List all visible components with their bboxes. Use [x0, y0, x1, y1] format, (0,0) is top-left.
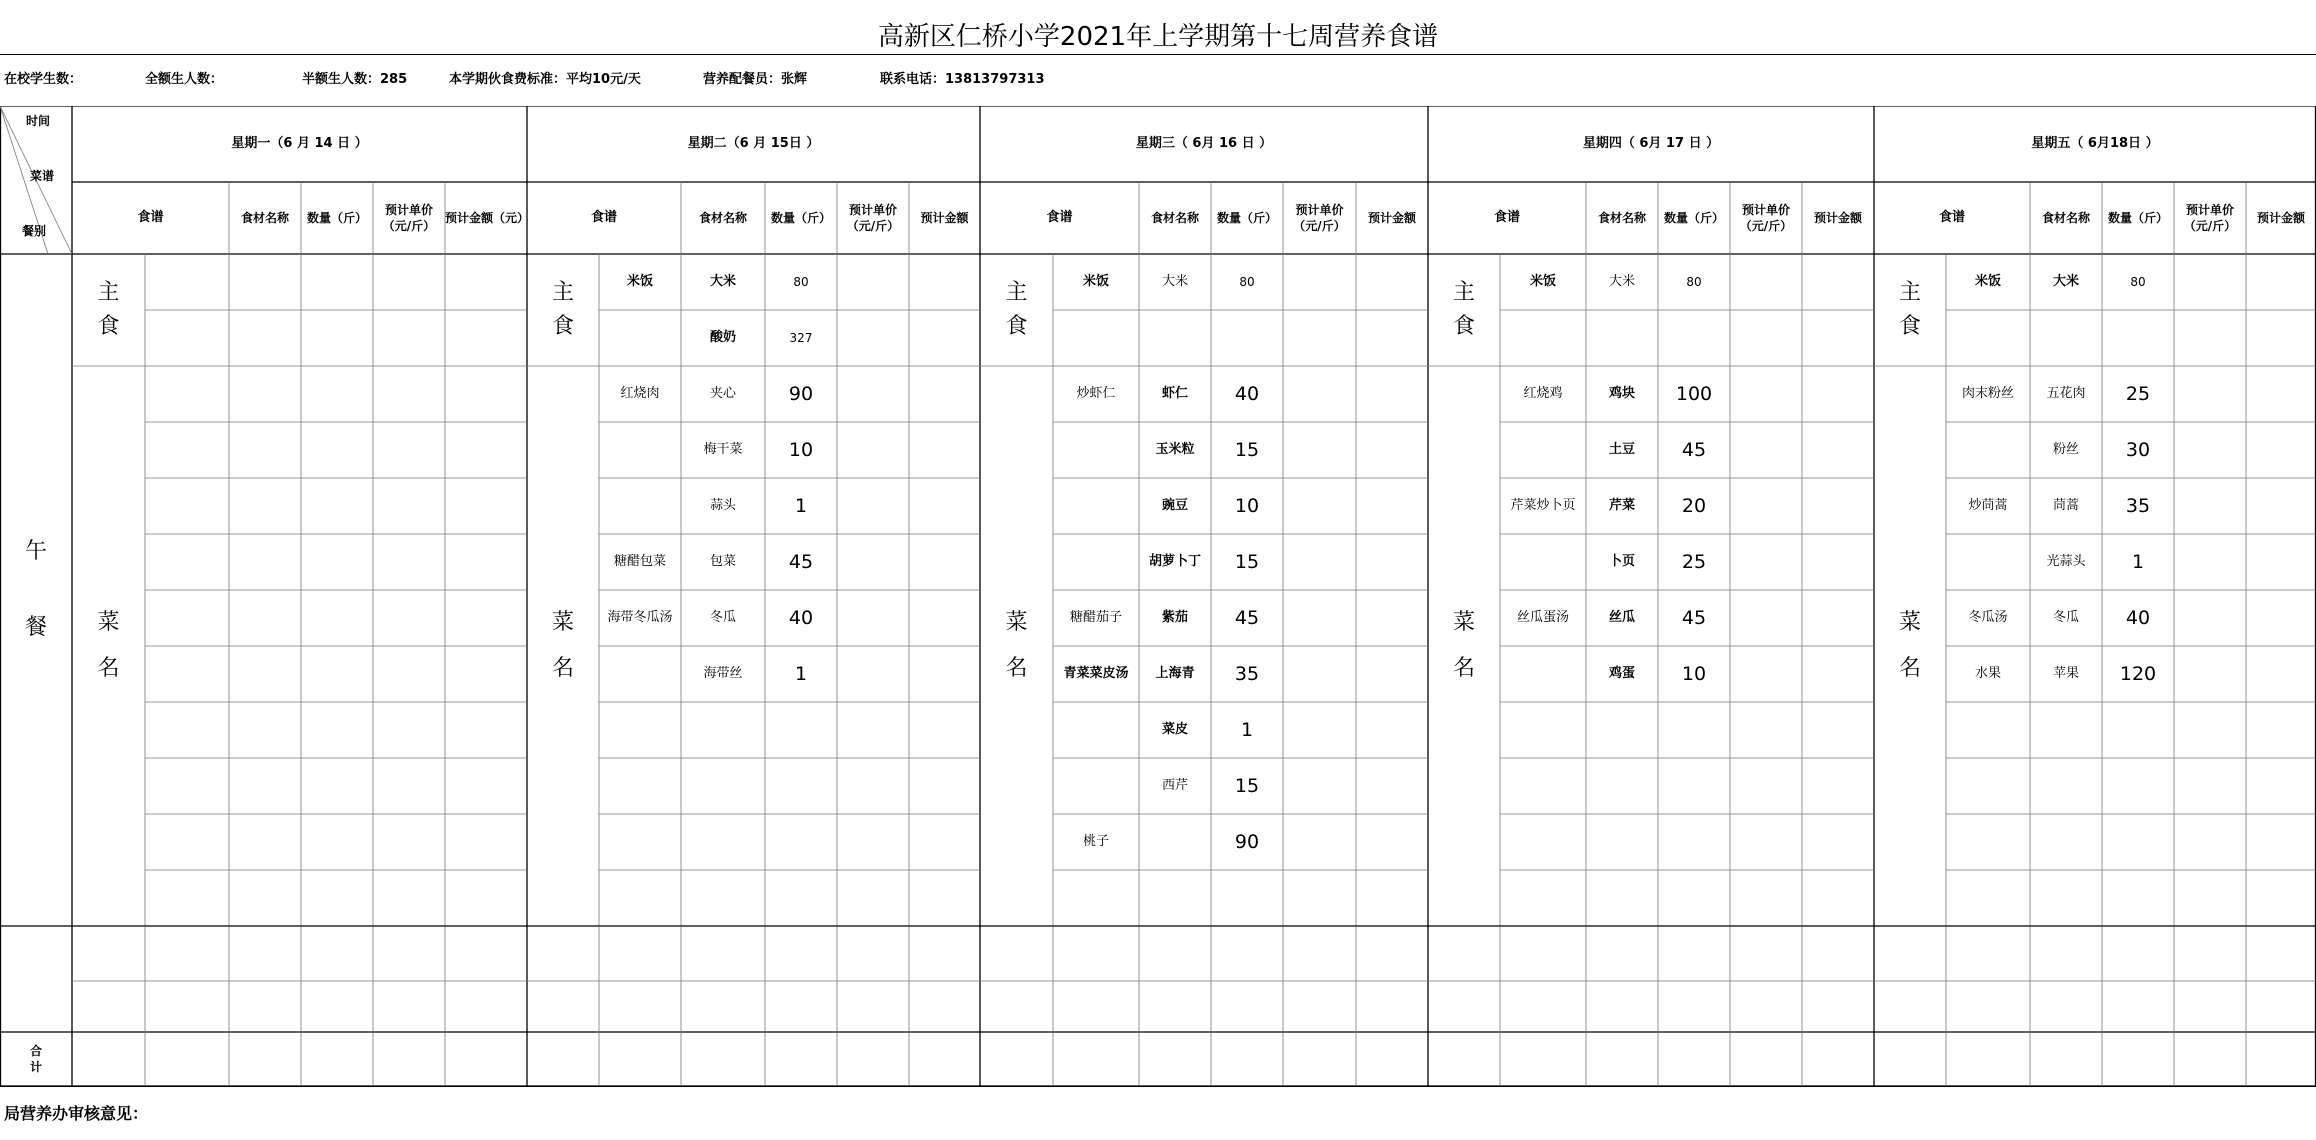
ingredient-name: 大米 — [1608, 274, 1635, 289]
info-full-fee: 全额生人数： — [145, 72, 224, 87]
dish-label: 菜 名 — [1452, 610, 1475, 681]
ingredient-name: 大米 — [709, 274, 736, 289]
day-header: 星期一（6 月 14 日 ） — [231, 136, 368, 151]
menu-name: 丝瓜蛋汤 — [1516, 610, 1569, 625]
review-comment-label: 局营养办审核意见： — [0, 1086, 2316, 1140]
page-title: 高新区仁桥小学2021年上学期第十七周营养食谱 — [0, 0, 2316, 55]
ingredient-name: 冬瓜 — [709, 610, 736, 625]
col-header: 数量（斤） — [770, 211, 831, 225]
info-standard: 本学期伙食费标准：平均10元/天 — [449, 72, 641, 87]
info-nutritionist: 营养配餐员：张辉 — [703, 72, 808, 87]
quantity: 35 — [2125, 495, 2151, 517]
ingredient-name: 五花肉 — [2046, 386, 2086, 401]
col-header: 预计金额（元） — [445, 211, 530, 225]
ingredient-name: 鸡块 — [1608, 386, 1635, 401]
col-header: 食材名称 — [240, 211, 289, 225]
menu-name: 炒茼蒿 — [1968, 498, 2008, 513]
menu-name: 米饭 — [1974, 274, 2001, 289]
ingredient-name: 西芹 — [1161, 778, 1188, 793]
ingredient-name: 粉丝 — [2052, 442, 2079, 457]
quantity: 25 — [2125, 383, 2151, 405]
quantity: 1 — [1240, 719, 1254, 741]
quantity: 80 — [1686, 275, 1702, 289]
quantity: 80 — [1239, 275, 1255, 289]
quantity: 80 — [2130, 275, 2146, 289]
col-header: 预计单价（元/斤） — [846, 203, 900, 233]
ingredient-name: 大米 — [1161, 274, 1188, 289]
ingredient-name: 豌豆 — [1161, 498, 1188, 513]
col-header: 食材名称 — [698, 211, 747, 225]
day-header: 星期二（6 月 15日 ） — [687, 136, 820, 151]
menu-name: 桃子 — [1082, 834, 1109, 849]
menu-name: 米饭 — [1082, 274, 1109, 289]
day-header: 星期四（ 6月 17 日 ） — [1582, 136, 1720, 151]
corner-time-label: 时间 — [25, 114, 50, 128]
quantity: 80 — [793, 275, 809, 289]
col-header: 预计金额 — [920, 211, 969, 225]
quantity: 10 — [788, 439, 814, 461]
menu-name: 肉末粉丝 — [1961, 386, 2014, 401]
menu-table — [0, 106, 2316, 1086]
menu-name: 米饭 — [626, 274, 653, 289]
quantity: 1 — [794, 663, 808, 685]
quantity: 10 — [1681, 663, 1707, 685]
staple-label: 主 食 — [551, 280, 574, 339]
ingredient-name: 酸奶 — [709, 330, 736, 345]
quantity: 100 — [1675, 383, 1713, 405]
quantity: 90 — [1234, 831, 1260, 853]
dish-label: 菜 名 — [1898, 610, 1921, 681]
meal-label: 午 餐 — [24, 539, 47, 640]
ingredient-name: 光蒜头 — [2046, 554, 2086, 569]
col-header-menu: 食谱 — [1938, 210, 1965, 225]
quantity: 45 — [1234, 607, 1260, 629]
quantity: 35 — [1234, 663, 1260, 685]
menu-name: 米饭 — [1529, 274, 1556, 289]
info-students: 在校学生数： — [4, 72, 83, 87]
col-header: 食材名称 — [1150, 211, 1199, 225]
col-header: 数量（斤） — [1663, 211, 1724, 225]
menu-name: 糖醋包菜 — [613, 554, 666, 569]
quantity: 15 — [1234, 551, 1260, 573]
ingredient-name: 芹菜 — [1608, 498, 1635, 513]
quantity: 10 — [1234, 495, 1260, 517]
col-header: 数量（斤） — [306, 211, 367, 225]
info-half-fee: 半额生人数：285 — [302, 72, 408, 87]
col-header: 预计单价（元/斤） — [2183, 203, 2237, 233]
ingredient-name: 梅干菜 — [703, 442, 743, 457]
staple-label: 主 食 — [1005, 280, 1028, 339]
menu-name: 海带冬瓜汤 — [607, 610, 673, 625]
col-header: 预计金额 — [2256, 211, 2305, 225]
col-header: 预计金额 — [1367, 211, 1416, 225]
ingredient-name: 冬瓜 — [2052, 610, 2079, 625]
menu-name: 芹菜炒卜页 — [1510, 498, 1576, 513]
ingredient-name: 玉米粒 — [1155, 442, 1195, 457]
menu-name: 青菜菜皮汤 — [1063, 666, 1129, 681]
col-header-menu: 食谱 — [137, 210, 164, 225]
ingredient-name: 海带丝 — [703, 666, 743, 681]
corner-dish-label: 菜谱 — [29, 169, 54, 183]
ingredient-name: 卜页 — [1608, 554, 1635, 569]
staple-label: 主 食 — [1452, 280, 1475, 339]
ingredient-name: 菜皮 — [1161, 722, 1188, 737]
total-label: 合 计 — [29, 1044, 42, 1074]
ingredient-name: 土豆 — [1608, 442, 1635, 457]
col-header: 预计单价（元/斤） — [1739, 203, 1793, 233]
col-header: 预计单价（元/斤） — [1293, 203, 1346, 233]
quantity: 45 — [788, 551, 814, 573]
quantity: 20 — [1681, 495, 1707, 517]
col-header: 数量（斤） — [1216, 211, 1277, 225]
col-header: 食材名称 — [1597, 211, 1646, 225]
day-header: 星期五（ 6月18日 ） — [2031, 136, 2159, 151]
dish-label: 菜 名 — [97, 610, 120, 681]
ingredient-name: 虾仁 — [1161, 386, 1188, 401]
quantity: 30 — [2125, 439, 2151, 461]
ingredient-name: 大米 — [2052, 274, 2079, 289]
menu-name: 红烧鸡 — [1523, 386, 1563, 401]
quantity: 90 — [788, 383, 814, 405]
quantity: 40 — [788, 607, 814, 629]
quantity: 327 — [789, 331, 813, 345]
quantity: 15 — [1234, 439, 1260, 461]
quantity: 25 — [1681, 551, 1707, 573]
col-header: 预计金额 — [1813, 211, 1862, 225]
col-header-menu: 食谱 — [1493, 210, 1520, 225]
menu-name: 糖醋茄子 — [1069, 610, 1122, 625]
staple-label: 主 食 — [97, 280, 120, 339]
ingredient-name: 上海青 — [1155, 666, 1195, 681]
ingredient-name: 鸡蛋 — [1608, 666, 1635, 681]
col-header: 预计单价（元/斤） — [382, 203, 436, 233]
corner-meal-label: 餐别 — [21, 224, 46, 238]
ingredient-name: 蒜头 — [709, 498, 736, 513]
menu-name: 冬瓜汤 — [1968, 610, 2008, 625]
info-phone: 联系电话：13813797313 — [880, 72, 1045, 87]
quantity: 15 — [1234, 775, 1260, 797]
quantity: 45 — [1681, 607, 1707, 629]
quantity: 1 — [794, 495, 808, 517]
quantity: 45 — [1681, 439, 1707, 461]
day-header: 星期三（ 6月 16 日 ） — [1135, 136, 1273, 151]
ingredient-name: 胡萝卜丁 — [1148, 554, 1201, 569]
col-header-menu: 食谱 — [590, 210, 617, 225]
ingredient-name: 夹心 — [709, 386, 736, 401]
menu-name: 水果 — [1974, 666, 2001, 681]
quantity: 40 — [1234, 383, 1260, 405]
ingredient-name: 苹果 — [2052, 666, 2079, 681]
menu-name: 炒虾仁 — [1076, 386, 1116, 401]
quantity: 120 — [2119, 663, 2157, 685]
ingredient-name: 紫茄 — [1161, 610, 1188, 625]
dish-label: 菜 名 — [1005, 610, 1028, 681]
col-header: 数量（斤） — [2107, 211, 2168, 225]
quantity: 1 — [2131, 551, 2145, 573]
ingredient-name: 丝瓜 — [1608, 610, 1635, 625]
ingredient-name: 包菜 — [709, 554, 736, 569]
staple-label: 主 食 — [1898, 280, 1921, 339]
col-header-menu: 食谱 — [1046, 210, 1073, 225]
col-header: 食材名称 — [2041, 211, 2090, 225]
quantity: 40 — [2125, 607, 2151, 629]
ingredient-name: 茼蒿 — [2052, 498, 2079, 513]
dish-label: 菜 名 — [551, 610, 574, 681]
menu-name: 红烧肉 — [620, 386, 660, 401]
